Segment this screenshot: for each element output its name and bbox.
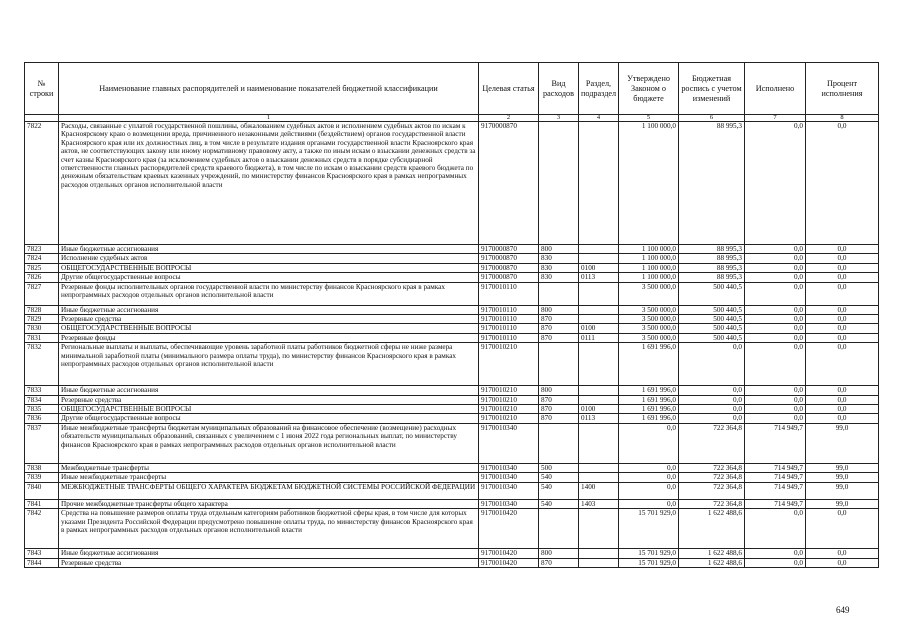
executed-amount: 714 949,7 bbox=[745, 463, 806, 472]
budget-plan-amount: 722 364,8 bbox=[679, 473, 745, 482]
budget-plan-amount: 0,0 bbox=[679, 386, 745, 395]
row-name: Региональные выплаты и выплаты, обеспечивающие уровень заработной платы работников бюджетной сферы не ниже размера минимальной заработной платы (минимального размера оплаты труда), по министерству финансов Красноярского края в рамках непрограммных расходов отдельных органов исполнительной власти bbox=[59, 343, 479, 386]
executed-amount: 0,0 bbox=[745, 405, 806, 414]
section-code bbox=[579, 122, 619, 245]
col-header-target-article: Целевая статья bbox=[479, 63, 539, 115]
target-article: 9170010110 bbox=[479, 324, 539, 333]
target-article: 9170010110 bbox=[479, 333, 539, 342]
section-code bbox=[579, 343, 619, 386]
execution-percent: 99,0 bbox=[806, 482, 879, 499]
column-number: 2 bbox=[479, 115, 539, 122]
execution-percent: 0,0 bbox=[806, 343, 879, 386]
executed-amount: 714 949,7 bbox=[745, 499, 806, 508]
section-code: 0100 bbox=[579, 324, 619, 333]
budget-plan-amount: 722 364,8 bbox=[679, 423, 745, 463]
row-name: Иные бюджетные ассигнования bbox=[59, 386, 479, 395]
approved-amount: 1 100 000,0 bbox=[619, 254, 679, 263]
target-article: 9170010420 bbox=[479, 509, 539, 549]
column-number: 4 bbox=[579, 115, 619, 122]
budget-plan-amount: 0,0 bbox=[679, 395, 745, 404]
budget-plan-amount: 500 440,5 bbox=[679, 333, 745, 342]
approved-amount: 1 691 996,0 bbox=[619, 386, 679, 395]
execution-percent: 0,0 bbox=[806, 333, 879, 342]
execution-percent: 0,0 bbox=[806, 549, 879, 558]
section-code bbox=[579, 395, 619, 404]
row-number: 7827 bbox=[25, 282, 59, 305]
row-number: 7839 bbox=[25, 473, 59, 482]
expense-type: 540 bbox=[539, 482, 579, 499]
expense-type bbox=[539, 122, 579, 245]
table-row bbox=[25, 463, 879, 472]
section-code bbox=[579, 305, 619, 314]
budget-report-page bbox=[24, 62, 878, 568]
table-row bbox=[25, 333, 879, 342]
row-name: Средства на повышение размеров оплаты труда отдельным категориям работников бюджетной сферы края, в том числе для которых указами Президента Российской Федерации предусмотрено повышение оплаты труда, по министерству финансов Красноярского края в рамках непрограммных расходов отдельных органов исполнительной власти bbox=[59, 509, 479, 549]
row-number: 7837 bbox=[25, 423, 59, 463]
approved-amount: 3 500 000,0 bbox=[619, 333, 679, 342]
table-row bbox=[25, 405, 879, 414]
approved-amount: 1 100 000,0 bbox=[619, 273, 679, 282]
execution-percent: 0,0 bbox=[806, 273, 879, 282]
expense-type: 800 bbox=[539, 549, 579, 558]
row-name: Резервные средства bbox=[59, 315, 479, 324]
expense-type: 800 bbox=[539, 305, 579, 314]
section-code bbox=[579, 549, 619, 558]
col-header-row-number: № строки bbox=[25, 63, 59, 115]
target-article: 9170010340 bbox=[479, 499, 539, 508]
row-name: Иные бюджетные ассигнования bbox=[59, 305, 479, 314]
row-number: 7842 bbox=[25, 509, 59, 549]
row-name: Прочие межбюджетные трансферты общего характера bbox=[59, 499, 479, 508]
col-header-expense-type: Вид расходов bbox=[539, 63, 579, 115]
table-row bbox=[25, 395, 879, 404]
row-number: 7838 bbox=[25, 463, 59, 472]
target-article: 9170010340 bbox=[479, 423, 539, 463]
target-article: 9170010340 bbox=[479, 482, 539, 499]
approved-amount: 3 500 000,0 bbox=[619, 315, 679, 324]
approved-amount: 15 701 929,0 bbox=[619, 549, 679, 558]
executed-amount: 0,0 bbox=[745, 263, 806, 272]
approved-amount: 15 701 929,0 bbox=[619, 509, 679, 549]
target-article: 9170010420 bbox=[479, 549, 539, 558]
approved-amount: 1 100 000,0 bbox=[619, 245, 679, 254]
row-name: ОБЩЕГОСУДАРСТВЕННЫЕ ВОПРОСЫ bbox=[59, 324, 479, 333]
approved-amount: 0,0 bbox=[619, 423, 679, 463]
budget-plan-amount: 500 440,5 bbox=[679, 324, 745, 333]
target-article: 9170010340 bbox=[479, 473, 539, 482]
section-code bbox=[579, 245, 619, 254]
budget-plan-amount: 500 440,5 bbox=[679, 305, 745, 314]
row-number: 7840 bbox=[25, 482, 59, 499]
row-number: 7829 bbox=[25, 315, 59, 324]
execution-percent: 0,0 bbox=[806, 282, 879, 305]
budget-plan-amount: 722 364,8 bbox=[679, 463, 745, 472]
row-name: Иные межбюджетные трансферты бюджетам муниципальных образований на финансовое обеспечение (возмещение) расходных обязательств муниципальных образований, связанных с увеличением с 1 июня 2022 года региональных выплат, по министерству финансов Красноярского края в рамках непрограммных расходов отдельных органов исполнительной власти bbox=[59, 423, 479, 463]
target-article: 9170010210 bbox=[479, 405, 539, 414]
section-code bbox=[579, 463, 619, 472]
expense-type: 800 bbox=[539, 386, 579, 395]
row-number: 7836 bbox=[25, 414, 59, 423]
executed-amount: 714 949,7 bbox=[745, 482, 806, 499]
column-number: 7 bbox=[745, 115, 806, 122]
execution-percent: 0,0 bbox=[806, 558, 879, 567]
approved-amount: 0,0 bbox=[619, 482, 679, 499]
table-row bbox=[25, 245, 879, 254]
row-number: 7844 bbox=[25, 558, 59, 567]
table-row bbox=[25, 254, 879, 263]
execution-percent: 0,0 bbox=[806, 509, 879, 549]
table-row bbox=[25, 263, 879, 272]
approved-amount: 3 500 000,0 bbox=[619, 305, 679, 314]
target-article: 9170010110 bbox=[479, 282, 539, 305]
row-number: 7832 bbox=[25, 343, 59, 386]
expense-type: 540 bbox=[539, 473, 579, 482]
row-number: 7843 bbox=[25, 549, 59, 558]
target-article: 9170000870 bbox=[479, 254, 539, 263]
execution-percent: 99,0 bbox=[806, 463, 879, 472]
row-name: МЕЖБЮДЖЕТНЫЕ ТРАНСФЕРТЫ ОБЩЕГО ХАРАКТЕРА БЮДЖЕТАМ БЮДЖЕТНОЙ СИСТЕМЫ РОССИЙСКОЙ ФЕДЕРАЦИИ bbox=[59, 482, 479, 499]
section-code: 0113 bbox=[579, 414, 619, 423]
budget-plan-amount: 1 622 488,6 bbox=[679, 509, 745, 549]
row-name: Резервные фонды исполнительных органов государственной власти по министерству финансов Красноярского края в рамках непрограммных расходов отдельных органов исполнительной власти bbox=[59, 282, 479, 305]
row-number: 7822 bbox=[25, 122, 59, 245]
table-row bbox=[25, 343, 879, 386]
executed-amount: 0,0 bbox=[745, 558, 806, 567]
approved-amount: 1 691 996,0 bbox=[619, 343, 679, 386]
column-number: 5 bbox=[619, 115, 679, 122]
table-row bbox=[25, 386, 879, 395]
executed-amount: 0,0 bbox=[745, 343, 806, 386]
expense-type: 870 bbox=[539, 315, 579, 324]
row-name: ОБЩЕГОСУДАРСТВЕННЫЕ ВОПРОСЫ bbox=[59, 263, 479, 272]
executed-amount: 0,0 bbox=[745, 324, 806, 333]
expense-type: 500 bbox=[539, 463, 579, 472]
row-name: Исполнение судебных актов bbox=[59, 254, 479, 263]
execution-percent: 0,0 bbox=[806, 324, 879, 333]
section-code bbox=[579, 282, 619, 305]
execution-percent: 0,0 bbox=[806, 386, 879, 395]
expense-type: 540 bbox=[539, 499, 579, 508]
execution-percent: 0,0 bbox=[806, 405, 879, 414]
budget-plan-amount: 88 995,3 bbox=[679, 263, 745, 272]
row-name: Другие общегосударственные вопросы bbox=[59, 414, 479, 423]
expense-type: 830 bbox=[539, 254, 579, 263]
row-name: Резервные средства bbox=[59, 558, 479, 567]
section-code bbox=[579, 315, 619, 324]
expense-type: 870 bbox=[539, 558, 579, 567]
section-code: 0100 bbox=[579, 263, 619, 272]
executed-amount: 0,0 bbox=[745, 509, 806, 549]
page-number: 649 bbox=[836, 605, 850, 615]
col-header-percent: Процент исполнения bbox=[806, 63, 879, 115]
row-number: 7825 bbox=[25, 263, 59, 272]
column-number: 3 bbox=[539, 115, 579, 122]
budget-plan-amount: 1 622 488,6 bbox=[679, 558, 745, 567]
budget-plan-amount: 722 364,8 bbox=[679, 499, 745, 508]
budget-plan-amount: 500 440,5 bbox=[679, 282, 745, 305]
target-article: 9170000870 bbox=[479, 122, 539, 245]
section-code: 0113 bbox=[579, 273, 619, 282]
executed-amount: 0,0 bbox=[745, 245, 806, 254]
execution-percent: 0,0 bbox=[806, 245, 879, 254]
target-article: 9170010110 bbox=[479, 305, 539, 314]
target-article: 9170000870 bbox=[479, 273, 539, 282]
budget-plan-amount: 1 622 488,6 bbox=[679, 549, 745, 558]
col-header-approved: Утверждено Законом о бюджете bbox=[619, 63, 679, 115]
execution-percent: 0,0 bbox=[806, 315, 879, 324]
approved-amount: 0,0 bbox=[619, 499, 679, 508]
expense-type: 830 bbox=[539, 263, 579, 272]
approved-amount: 1 691 996,0 bbox=[619, 414, 679, 423]
execution-percent: 0,0 bbox=[806, 254, 879, 263]
approved-amount: 3 500 000,0 bbox=[619, 324, 679, 333]
target-article: 9170010340 bbox=[479, 463, 539, 472]
executed-amount: 714 949,7 bbox=[745, 473, 806, 482]
executed-amount: 0,0 bbox=[745, 395, 806, 404]
row-number: 7823 bbox=[25, 245, 59, 254]
target-article: 9170010210 bbox=[479, 395, 539, 404]
section-code bbox=[579, 558, 619, 567]
row-number: 7824 bbox=[25, 254, 59, 263]
section-code bbox=[579, 254, 619, 263]
section-code bbox=[579, 386, 619, 395]
target-article: 9170010210 bbox=[479, 414, 539, 423]
budget-plan-amount: 0,0 bbox=[679, 414, 745, 423]
execution-percent: 99,0 bbox=[806, 499, 879, 508]
row-name: Резервные средства bbox=[59, 395, 479, 404]
target-article: 9170000870 bbox=[479, 263, 539, 272]
expense-type: 870 bbox=[539, 414, 579, 423]
table-row bbox=[25, 122, 879, 245]
table-row bbox=[25, 305, 879, 314]
execution-percent: 0,0 bbox=[806, 414, 879, 423]
row-number: 7835 bbox=[25, 405, 59, 414]
table-row bbox=[25, 324, 879, 333]
expense-type bbox=[539, 343, 579, 386]
target-article: 9170010420 bbox=[479, 558, 539, 567]
budget-plan-amount: 500 440,5 bbox=[679, 315, 745, 324]
executed-amount: 0,0 bbox=[745, 122, 806, 245]
expense-type: 870 bbox=[539, 333, 579, 342]
row-number: 7834 bbox=[25, 395, 59, 404]
table-row bbox=[25, 558, 879, 567]
table-row bbox=[25, 414, 879, 423]
row-number: 7833 bbox=[25, 386, 59, 395]
row-name: Иные бюджетные ассигнования bbox=[59, 245, 479, 254]
approved-amount: 0,0 bbox=[619, 473, 679, 482]
executed-amount: 0,0 bbox=[745, 414, 806, 423]
target-article: 9170010210 bbox=[479, 343, 539, 386]
expense-type: 870 bbox=[539, 324, 579, 333]
section-code: 1400 bbox=[579, 482, 619, 499]
executed-amount: 0,0 bbox=[745, 273, 806, 282]
row-number: 7830 bbox=[25, 324, 59, 333]
execution-percent: 99,0 bbox=[806, 473, 879, 482]
section-code: 1403 bbox=[579, 499, 619, 508]
budget-plan-amount: 88 995,3 bbox=[679, 273, 745, 282]
row-name: Иные межбюджетные трансферты bbox=[59, 473, 479, 482]
expense-type bbox=[539, 509, 579, 549]
executed-amount: 0,0 bbox=[745, 333, 806, 342]
budget-plan-amount: 0,0 bbox=[679, 405, 745, 414]
executed-amount: 0,0 bbox=[745, 282, 806, 305]
row-name: Резервные фонды bbox=[59, 333, 479, 342]
row-number: 7826 bbox=[25, 273, 59, 282]
column-number: 8 bbox=[806, 115, 879, 122]
col-header-section: Раздел, подраздел bbox=[579, 63, 619, 115]
row-name: ОБЩЕГОСУДАРСТВЕННЫЕ ВОПРОСЫ bbox=[59, 405, 479, 414]
expense-type: 870 bbox=[539, 405, 579, 414]
approved-amount: 1 100 000,0 bbox=[619, 122, 679, 245]
executed-amount: 0,0 bbox=[745, 254, 806, 263]
row-name: Межбюджетные трансферты bbox=[59, 463, 479, 472]
executed-amount: 714 949,7 bbox=[745, 423, 806, 463]
table-row bbox=[25, 282, 879, 305]
expense-type bbox=[539, 423, 579, 463]
column-number-row bbox=[25, 115, 879, 122]
column-number bbox=[25, 115, 59, 122]
table-row bbox=[25, 315, 879, 324]
budget-plan-amount: 0,0 bbox=[679, 343, 745, 386]
execution-percent: 0,0 bbox=[806, 395, 879, 404]
column-number: 1 bbox=[59, 115, 479, 122]
row-name: Расходы, связанные с уплатой государственной пошлины, обжалованием судебных актов и исполнением судебных актов по искам к Красноярскому краю о возмещении вреда, причиненного незаконными действиями (бездействием) органов государственной власти Красноярского края или их должностных лиц, в том числе в результате издания органами государственной власти Красноярского края актов, не соответствующих закону или иному нормативному правовому акту, а также по иным искам о взыскании денежных средств за счет казны Красноярского края (за исключением судебных актов о взыскании денежных средств в порядке субсидиарной ответственности главных распорядителей средств краевого бюджета), в том числе по искам о взыскании средств краевого бюджета по денежным обязательствам краевых казенных учреждений, по министерству финансов Красноярского края в рамках непрограммных расходов отдельных органов исполнительной власти bbox=[59, 122, 479, 245]
approved-amount: 0,0 bbox=[619, 463, 679, 472]
section-code bbox=[579, 473, 619, 482]
budget-plan-amount: 88 995,3 bbox=[679, 254, 745, 263]
expense-type: 800 bbox=[539, 245, 579, 254]
approved-amount: 1 100 000,0 bbox=[619, 263, 679, 272]
section-code: 0100 bbox=[579, 405, 619, 414]
table-row bbox=[25, 423, 879, 463]
budget-execution-table bbox=[24, 62, 879, 568]
table-row bbox=[25, 499, 879, 508]
column-number: 6 bbox=[679, 115, 745, 122]
row-number: 7831 bbox=[25, 333, 59, 342]
table-row bbox=[25, 482, 879, 499]
table-row bbox=[25, 273, 879, 282]
table-row bbox=[25, 509, 879, 549]
target-article: 9170000870 bbox=[479, 245, 539, 254]
execution-percent: 0,0 bbox=[806, 263, 879, 272]
approved-amount: 1 691 996,0 bbox=[619, 395, 679, 404]
budget-plan-amount: 722 364,8 bbox=[679, 482, 745, 499]
target-article: 9170010110 bbox=[479, 315, 539, 324]
execution-percent: 99,0 bbox=[806, 423, 879, 463]
col-header-budget-plan: Бюджетная роспись с учетом изменений bbox=[679, 63, 745, 115]
budget-plan-amount: 88 995,3 bbox=[679, 122, 745, 245]
expense-type bbox=[539, 282, 579, 305]
executed-amount: 0,0 bbox=[745, 305, 806, 314]
approved-amount: 1 691 996,0 bbox=[619, 405, 679, 414]
section-code bbox=[579, 423, 619, 463]
execution-percent: 0,0 bbox=[806, 305, 879, 314]
row-name: Иные бюджетные ассигнования bbox=[59, 549, 479, 558]
header-row bbox=[25, 63, 879, 115]
row-number: 7828 bbox=[25, 305, 59, 314]
section-code bbox=[579, 509, 619, 549]
expense-type: 830 bbox=[539, 273, 579, 282]
row-number: 7841 bbox=[25, 499, 59, 508]
table-row bbox=[25, 549, 879, 558]
col-header-name: Наименование главных распорядителей и наименование показателей бюджетной классификации bbox=[59, 63, 479, 115]
approved-amount: 15 701 929,0 bbox=[619, 558, 679, 567]
expense-type: 870 bbox=[539, 395, 579, 404]
executed-amount: 0,0 bbox=[745, 315, 806, 324]
table-row bbox=[25, 473, 879, 482]
budget-plan-amount: 88 995,3 bbox=[679, 245, 745, 254]
executed-amount: 0,0 bbox=[745, 549, 806, 558]
approved-amount: 3 500 000,0 bbox=[619, 282, 679, 305]
row-name: Другие общегосударственные вопросы bbox=[59, 273, 479, 282]
executed-amount: 0,0 bbox=[745, 386, 806, 395]
target-article: 9170010210 bbox=[479, 386, 539, 395]
execution-percent: 0,0 bbox=[806, 122, 879, 245]
col-header-executed: Исполнено bbox=[745, 63, 806, 115]
section-code: 0111 bbox=[579, 333, 619, 342]
